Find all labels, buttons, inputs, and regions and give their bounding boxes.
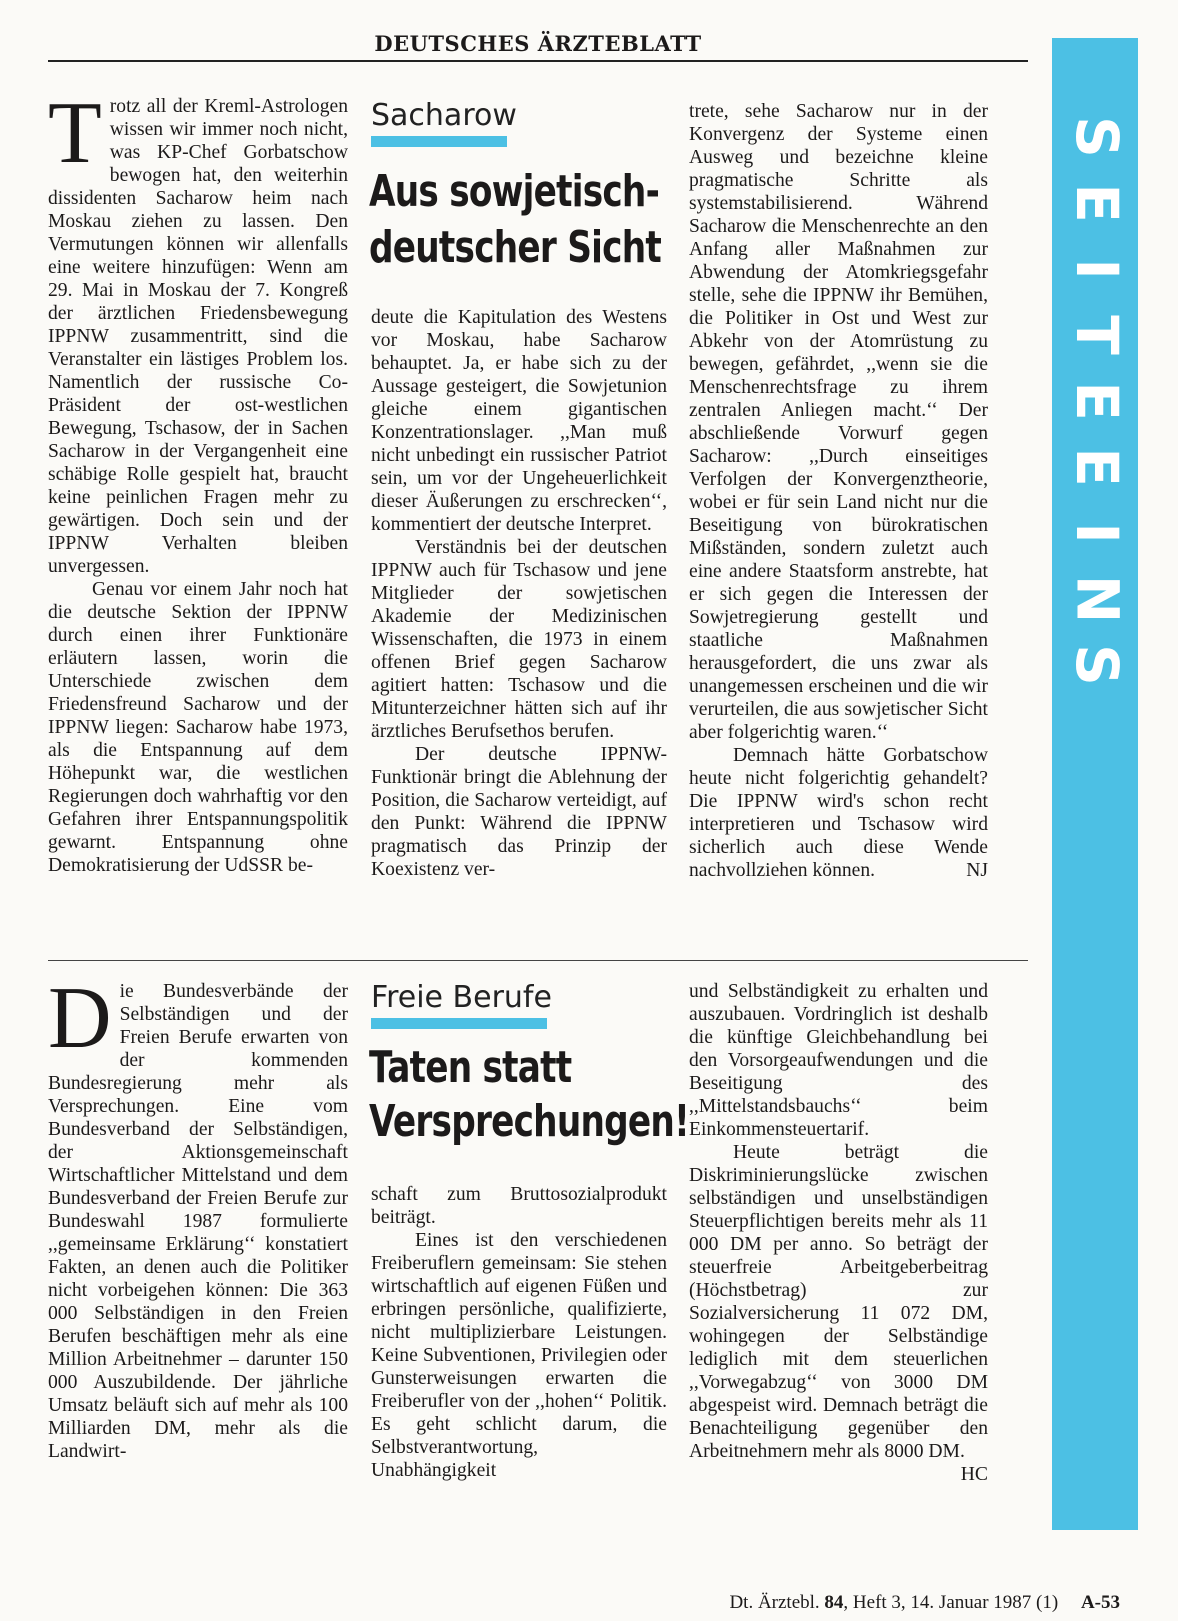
article2-col3 bbox=[689, 980, 988, 1480]
article2-headline-line2: Versprechungen! bbox=[369, 1096, 689, 1147]
article2-col1 bbox=[48, 980, 348, 1480]
article2-kicker-bar bbox=[371, 1018, 547, 1029]
page-footer bbox=[0, 1592, 1120, 1614]
sidebar-letter: E bbox=[1063, 447, 1131, 487]
sidebar-letter: S bbox=[1063, 116, 1131, 158]
article1-headline-line2: deutscher Sicht bbox=[369, 222, 662, 273]
sidebar-letter: T bbox=[1062, 315, 1131, 355]
sidebar-letter: E bbox=[1063, 183, 1131, 223]
article2-dropcap: D bbox=[48, 980, 112, 1067]
article2-col2 bbox=[371, 1183, 667, 1481]
sidebar-letter: S bbox=[1063, 644, 1131, 686]
article1-col3 bbox=[689, 100, 988, 945]
sidebar-letter: I bbox=[1063, 522, 1131, 544]
article1-col2-p1: deute die Kapitulation des Westens vor Moskau, habe Sacharow behauptet. Ja, er habe sich zu der Aussage gesteigert, die Sowjetunion gleiche einem gigantischen Konzentrationslager. ,,Man muß nicht unbedingt ein russischer Patriot sein, um vor der Ungeheuerlichkeit dieser Äußerungen zu erschrecken‘‘, kommentiert der deutsche Interpret. bbox=[371, 307, 667, 535]
article1-signature: NJ bbox=[966, 860, 988, 881]
sidebar-vertical-label bbox=[1052, 104, 1138, 698]
article2-col1-p1: ie Bundesverbände der Selbständigen und der Freien Berufe erwarten von der kommenden Bundesregierung mehr als Versprechungen. Eine vom Bundesverband der Selbständigen, der Aktionsgemeinschaft Wirtschaftlicher Mittelstand und dem Bundesverband der Freien Berufe zur Bundeswahl 1987 formulierte ,,gemeinsame Erklärung‘‘ konstatiert Fakten, an denen auch die Politiker nicht vorbeigehen können: Die 363 000 Selbständigen in den Freien Berufen beschäftigen mehr als eine Million Arbeitnehmer – darunter 150 000 Auszubildende. Der jährliche Umsatz beläuft sich auf mehr als 100 Milliarden DM, mehr als die Landwirt- bbox=[48, 981, 348, 1462]
article2-col2-p2: Eines ist den verschiedenen Freiberuflern gemeinsam: Sie stehen wirtschaftlich auf eigenen Füßen und erbringen persönliche, qualifizierte, nicht multiplizierbare Leistungen. Keine Subventionen, Privilegien oder Gunsterweisungen erwarten die Freiberufler von der ,,hohen‘‘ Politik. Es geht schlicht darum, die Selbstverantwortung, Unabhängigkeit bbox=[371, 1230, 667, 1481]
article2-col3-p1: und Selbständigkeit zu erhalten und auszubauen. Vordringlich ist deshalb die künftige Gleichbehandlung bei den Vorsorgeaufwendungen und die Beseitigung des ,,Mittelstandsbauchs‘‘ beim Einkommensteuertarif. bbox=[689, 981, 988, 1140]
article1-col1-p2: Genau vor einem Jahr noch hat die deutsche Sektion der IPPNW durch einen ihrer Funktionäre erläutern lassen, worin die Unterschiede zwischen dem Friedensfreund Sacharow und der IPPNW liegen: Sacharow habe 1973, als die Entspannung auf dem Höhepunkt war, die westlichen Regierungen doch wahrhaftig vor den Gefahren ihrer Entspannungspolitik gewarnt. Entspannung ohne Demokratisierung der UdSSR be- bbox=[48, 579, 348, 876]
article-divider bbox=[48, 960, 1028, 961]
masthead: DEUTSCHES ÄRZTEBLATT bbox=[48, 30, 1028, 62]
article2-kicker: Freie Berufe bbox=[371, 980, 552, 1015]
article1-col2-p3: Der deutsche IPPNW-Funktionär bringt die Ablehnung der Position, die Sacharow verteidigt, auf den Punkt: Während die IPPNW pragmatisch das Prinzip der Koexistenz ver- bbox=[371, 744, 667, 880]
article2-headline-line1: Taten statt bbox=[369, 1042, 572, 1093]
article1-kicker: Sacharow bbox=[371, 98, 517, 133]
article1-col3-p2: Demnach hätte Gorbatschow heute nicht folgerichtig gehandelt? Die IPPNW wird's schon recht interpretieren und Tschasow wird sicherlich auch diese Wende nachvollziehen können. bbox=[689, 745, 988, 881]
article1-headline-line1: Aus sowjetisch- bbox=[369, 166, 660, 217]
article1-col2 bbox=[371, 306, 667, 944]
footer-citation-suffix: , Heft 3, 14. Januar 1987 (1) bbox=[843, 1592, 1059, 1613]
article1-dropcap: T bbox=[48, 95, 102, 182]
footer-volume: 84 bbox=[824, 1592, 844, 1613]
article2-col3-p2: Heute beträgt die Diskriminierungslücke zwischen selbständigen und unselbständigen Steuerpflichtigen bereits mehr als 11 000 DM per anno. So beträgt der steuerfreie Arbeitgeberbeitrag (Höchstbetrag) zur Sozialversicherung 11 072 DM, wohingegen der Selbständige lediglich mit dem steuerlichen ,,Vorwegabzug‘‘ von 3000 DM abgespeist wird. Demnach beträgt die Benachteiligung gegenüber den Arbeitnehmern mehr als 8000 DM. bbox=[689, 1142, 988, 1462]
article2-col2-p1: schaft zum Bruttosozialprodukt beiträgt. bbox=[371, 1184, 667, 1228]
article1-kicker-bar bbox=[371, 136, 507, 147]
sidebar-letter: E bbox=[1063, 381, 1131, 421]
footer-citation-prefix: Dt. Ärztebl. bbox=[729, 1592, 820, 1613]
article1-col2-p2: Verständnis bei der deutschen IPPNW auch für Tschasow und jene Mitglieder der sowjetischen Akademie der Medizinischen Wissenschaften, die 1973 in einem offenen Brief gegen Sacharow agitiert hatten: Tschasow und die Mitunterzeichner hätten sich auf ihr ärztliches Berufsethos berufen. bbox=[371, 537, 667, 742]
sidebar-letter: N bbox=[1062, 574, 1131, 624]
article2-signature: HC bbox=[960, 1464, 988, 1480]
sidebar-letter: I bbox=[1063, 258, 1131, 280]
article1-col3-p1: trete, sehe Sacharow nur in der Konvergenz der Systeme einen Ausweg und bezeichne kleine pragmatische Schritte als systemstabilisierend. Während Sacharow die Menschenrechte an den Anfang aller Maßnahmen zur Abwendung der Atomkriegsgefahr stelle, sehe die IPPNW ihr Bemühen, die Politiker in Ost und West zur Abkehr von der Atomrüstung zu bewegen, gefährdet, ,,wenn sie die Menschenrechtsfrage zu ihrem zentralen Anliegen macht.‘‘ Der abschließende Vorwurf gegen Sacharow: ,,Durch einseitiges Verfolgen der Konvergenztheorie, wobei er für sein Land nicht nur die Beseitigung von bürokratischen Mißständen, sondern zuletzt auch eine andere Staatsform anstrebte, hat er sich gegen die Interessen der Sowjetregierung gestellt und staatliche Maßnahmen herausgefordert, die uns zwar als unangemessen erscheinen und die wir verurteilen, die aus sowjetischer Sicht aber folgerichtig waren.‘‘ bbox=[689, 101, 988, 743]
section-sidebar bbox=[1052, 38, 1138, 1530]
article1-col1 bbox=[48, 95, 348, 945]
footer-page-number: A-53 bbox=[1080, 1592, 1120, 1613]
article1-col1-p1: rotz all der Kreml-Astrologen wissen wir immer noch nicht, was KP-Chef Gorbatschow bewogen hat, den weiterhin dissidenten Sacharow heim nach Moskau ziehen zu lassen. Den Vermutungen können wir allenfalls eine weitere hinzufügen: Wenn am 29. Mai in Moskau der 7. Kongreß der ärztlichen Friedensbewegung IPPNW zusammentritt, sind die Veranstalter ein lästiges Problem los. Namentlich der russische Co-Präsident der ost-westlichen Bewegung, Tschasow, der in Sachen Sacharow in der Vergangenheit eine schäbige Rolle gespielt hat, braucht keine peinlichen Fragen mehr zu gewärtigen. Doch sein und der IPPNW Verhalten bleiben unvergessen. bbox=[48, 96, 348, 577]
